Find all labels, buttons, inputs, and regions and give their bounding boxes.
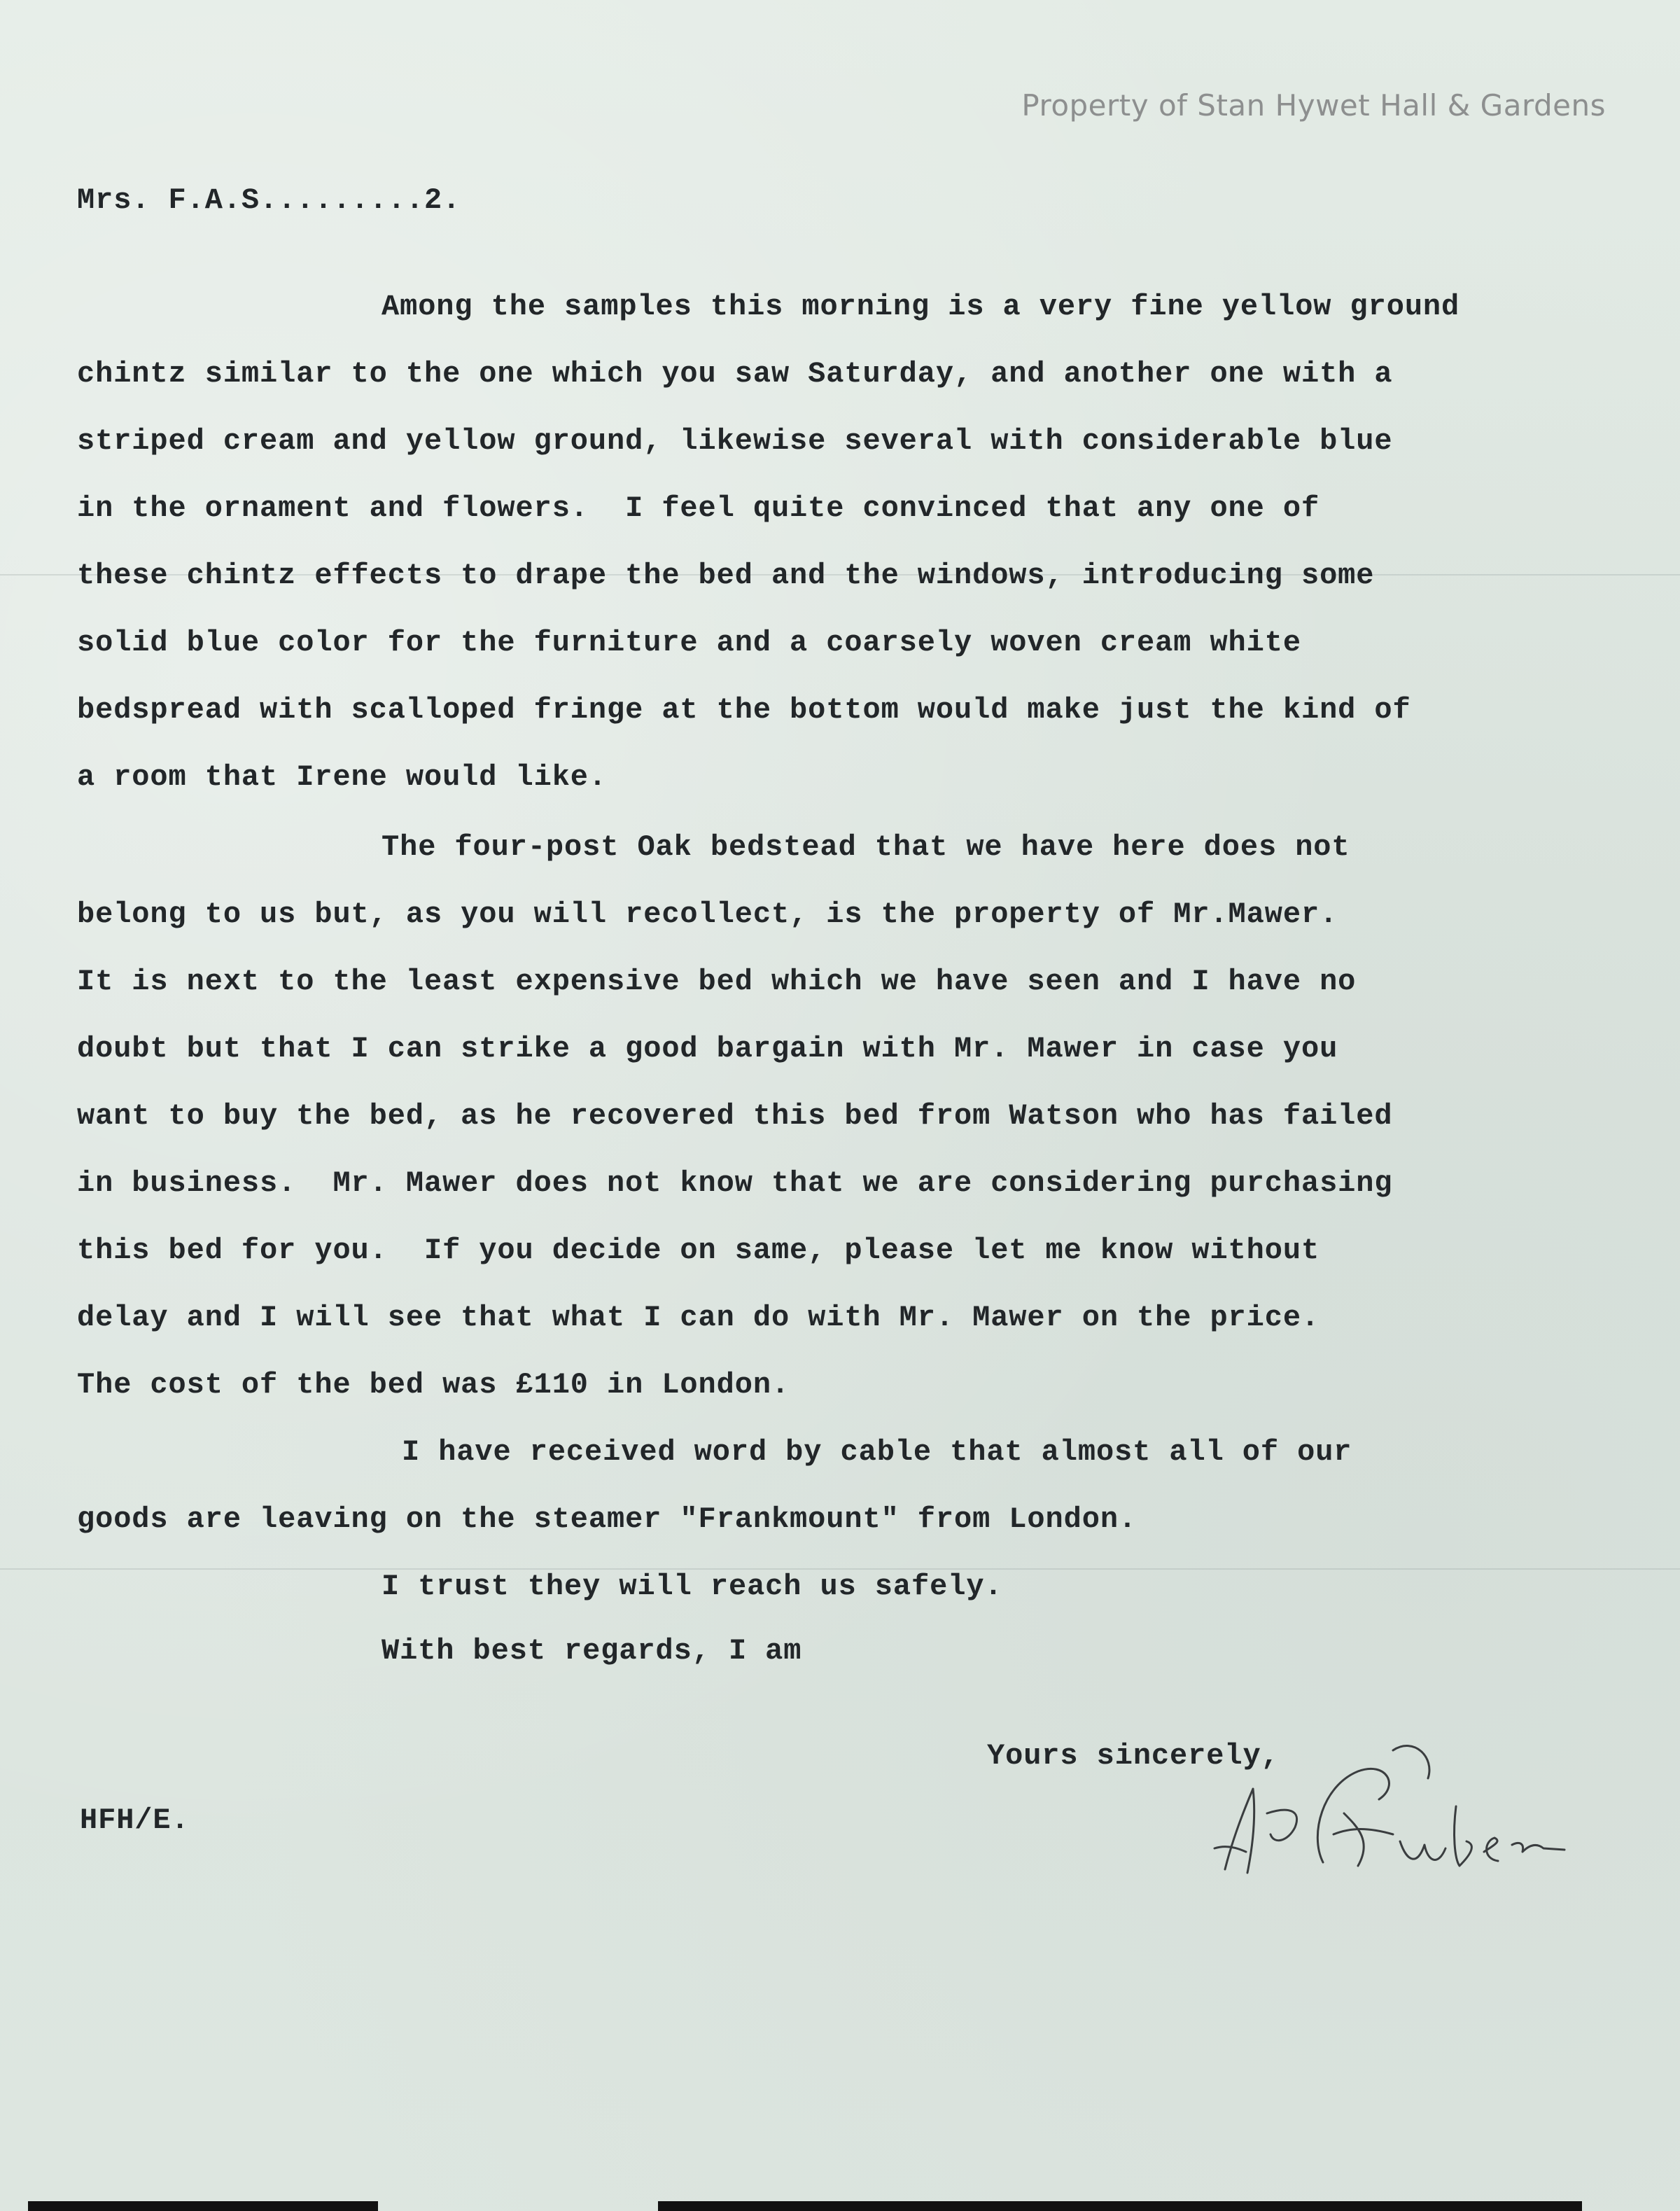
- letter-line: The four-post Oak bedstead that we have here does not: [382, 830, 1350, 864]
- watermark: Property of Stan Hywet Hall & Gardens: [1021, 88, 1606, 123]
- page-edge: [658, 2201, 1582, 2211]
- letter-line: I have received word by cable that almost all of our: [402, 1435, 1352, 1469]
- letter-line: The cost of the bed was £110 in London.: [77, 1368, 790, 1402]
- letter-line: delay and I will see that what I can do with Mr. Mawer on the price.: [77, 1301, 1320, 1334]
- letter-line: chintz similar to the one which you saw Saturday, and another one with a: [77, 357, 1393, 391]
- letter-line: solid blue color for the furniture and a coarsely woven cream white: [77, 626, 1301, 660]
- page-edge: [28, 2201, 378, 2211]
- letter-line: goods are leaving on the steamer "Frankmount" from London.: [77, 1502, 1138, 1536]
- letter-line: With best regards, I am: [382, 1634, 802, 1668]
- reference-initials: HFH/E.: [80, 1804, 190, 1837]
- letter-line: a room that Irene would like.: [77, 760, 608, 794]
- letter-line: in business. Mr. Mawer does not know that we are considering purchasing: [77, 1166, 1393, 1200]
- letter-line: want to buy the bed, as he recovered this bed from Watson who has failed: [77, 1099, 1393, 1133]
- letter-line: belong to us but, as you will recollect, is the property of Mr.Mawer.: [77, 898, 1338, 931]
- letter-line: bedspread with scalloped fringe at the bottom would make just the kind of: [77, 693, 1411, 727]
- letter-line: this bed for you. If you decide on same, please let me know without: [77, 1234, 1320, 1267]
- letter-line: these chintz effects to drape the bed and the windows, introducing some: [77, 559, 1375, 592]
- letter-header: Mrs. F.A.S.........2.: [77, 183, 461, 217]
- letter-line: in the ornament and flowers. I feel quite convinced that any one of: [77, 491, 1320, 525]
- letter-line: Among the samples this morning is a very fine yellow ground: [382, 290, 1460, 323]
- handwritten-signature: [1183, 1722, 1617, 1904]
- letter-line: doubt but that I can strike a good bargain with Mr. Mawer in case you: [77, 1032, 1338, 1066]
- letter-line: It is next to the least expensive bed which we have seen and I have no: [77, 965, 1357, 998]
- letter-closing: Yours sincerely,: [987, 1739, 1280, 1773]
- letter-line: I trust they will reach us safely.: [382, 1570, 1003, 1603]
- letter-line: striped cream and yellow ground, likewise several with considerable blue: [77, 424, 1393, 458]
